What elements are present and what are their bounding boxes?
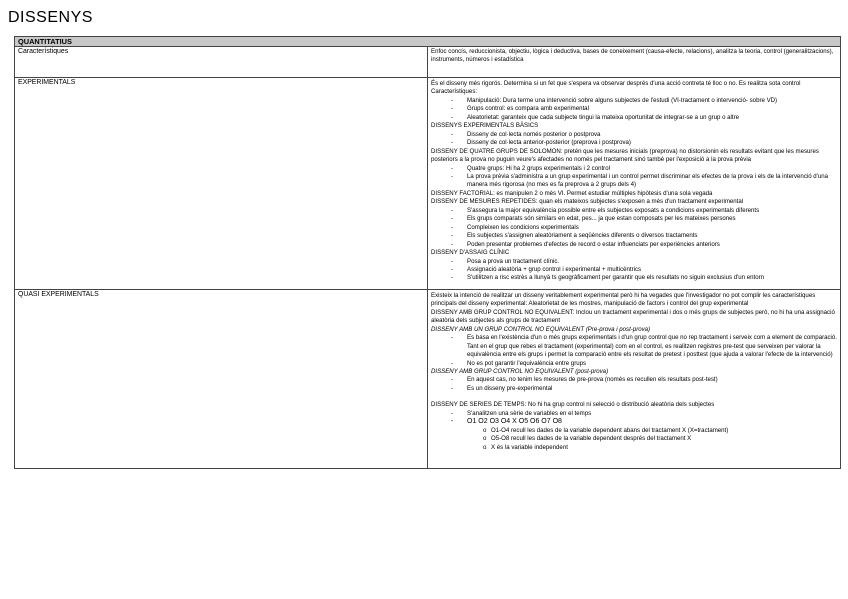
clinic-title: DISSENY D'ASSAIG CLÍNIC xyxy=(431,249,510,257)
noneq-title: DISSENY AMB GRUP CONTROL NO EQUIVALENT: xyxy=(431,308,575,316)
list-item: - Els subjectes s'assignen aleatòriament a seqüències diferents o diversos tractaments xyxy=(431,232,837,240)
designs-table xyxy=(14,36,841,469)
row-label-experimental: EXPERIMENTALS xyxy=(15,78,428,290)
list-item: - Poden presentar problemes d'efectes de record o estar influenciats per experiències anteriors xyxy=(431,241,837,249)
series-title: DISSENY DE SERIES DE TEMPS: xyxy=(431,401,527,409)
factorial-paragraph xyxy=(431,190,837,198)
repeated-title: DISSENY DE MESURES REPETIDES: xyxy=(431,198,538,206)
sub-list-item: o X és la variable independent xyxy=(431,444,837,452)
table-row-experimental xyxy=(15,78,841,290)
basic-designs-title: DISSENYS EXPERIMENTALS BÀSICS xyxy=(431,122,539,130)
factorial-title: DISSENY FACTORIAL: xyxy=(431,189,495,197)
series-paragraph xyxy=(431,401,837,409)
list-item: - Els grups comparats són similars en edat, pes... ja que estan composats per les mateixes persones xyxy=(431,215,837,223)
list-item: - Aleatorietat: garanteix que cada subjecte tingui la mateixa oportunitat de integrar-se a un grup o altre xyxy=(431,114,837,122)
list-item: - No es pot garantir l'equivalència entre grups xyxy=(431,360,837,368)
list-item: - Compleixen les condicions experimentals xyxy=(431,224,837,232)
noneq-paragraph xyxy=(431,309,837,326)
series-text: No hi ha grup control ni selecció o distribució aleatòria dels subjectes xyxy=(526,401,715,409)
list-item: - Posa a prova un tractament clínic. xyxy=(431,258,837,266)
list-item: - La prova prèvia s'administra a un grup experimental i un control permet discriminar els efectes de la prova i els de la intervenció d'una manera més rigorosa (no mes es fa preprova a 2 grups dels 4) xyxy=(431,173,837,190)
solomon-paragraph xyxy=(431,148,837,165)
list-item: - S'assegura la major equivalència possible entre els subjectes exposats a condicions experimentals diferents xyxy=(431,207,837,215)
factorial-text: es manipulen 2 o més VI. Permet estudiar múltiples hipòtesis d'una sola vegada xyxy=(494,189,713,197)
quasi-intro: Existeix la intenció de realitzar un disseny veritablement experimental però hi ha vegades que l'investigador no pot complir les característiques principals del disseny experimental: Aleatorietat de les mostres, manipulació de factors i control del grup experimental xyxy=(431,291,816,308)
characteristics-text: Enfoc concís, reduccionista, objectiu, lògica i deductiva, bases de coneixement (causa-efecte, relacions), analitza la teoria, control (generalitzacions), instruments, números i estadística xyxy=(431,48,834,64)
list-item: - Manipulació: Dura terme una intervenció sobre alguns subjectes de l'estudi (VI-tractament o intervenció- sobre VD) xyxy=(431,97,837,105)
page-title: DISSENYS xyxy=(8,9,93,26)
list-item: - O1 O2 O3 O4 X O5 O6 O7 O8 xyxy=(431,418,837,426)
list-item: - Disseny de col·lecta anterior-posterior (preprova i postprova) xyxy=(431,139,837,147)
solomon-text: pretén que les mesures inicials (preprova) no distorsionin els resultats evitant que les mesures posteriors a la prova no puguin veure's afectades no només pel tractament sinó també per l'exposició a la prova prèvia xyxy=(431,147,819,164)
list-item: - En aquest cas, no tenim les mesures de pre-prova (només es recullen els resultats post-test) xyxy=(431,376,837,384)
table-row-quasi xyxy=(15,289,841,468)
list-item: - Grups control: es compara amb experimental xyxy=(431,105,837,113)
table-row-characteristics xyxy=(15,47,841,78)
table-header-row xyxy=(15,37,841,47)
list-item: - Quatre grups: Hi ha 2 grups experimentals i 2 control xyxy=(431,165,837,173)
noneq-text: Inclou un tractament experimental i dos o més grups de subjectes però, no hi ha una assignació aleatòria dels subjectes als grups de tractament xyxy=(431,308,835,325)
repeated-paragraph xyxy=(431,198,837,206)
experimental-intro: És el disseny més rigorós. Determina si un fet que s'espera va observar després d'una acció contreta té lloc o no. Es realitza sota control xyxy=(431,80,801,87)
row-content-quasi xyxy=(428,289,841,468)
list-item: - S'analitzen una sèrie de variables en el temps xyxy=(431,410,837,418)
row-label-quasi: QUASI EXPERIMENTALS xyxy=(15,289,428,468)
row-label-characteristics: Característiques xyxy=(15,47,428,78)
row-content-experimental xyxy=(428,78,841,290)
row-content-characteristics xyxy=(428,47,841,78)
sub-list-item: o O1-O4 recull les dades de la variable dependent abans del tractament X (X=tractament) xyxy=(431,427,837,435)
list-item: - Es basa en l'existència d'un o més grups experimentals i d'un grup control que no rep tractament i serveix com a element de comparació. Tant en el grup que rebes el tractament (experimental) com en el control, es realitzen registres pre-test que serveixen per valorar la equivalència entre els grups i permet la comparació entre els resultat de pretest i posttest (que ajuda a valorar l'efecte de la intervenció) xyxy=(431,334,837,359)
list-item: - Assignació aleatòria + grup control i experimental + multicèntrics xyxy=(431,266,837,274)
post-title: DISSENY AMB GRUP CONTROL NO EQUIVALENT (post-prova) xyxy=(431,367,609,375)
solomon-title: DISSENY DE QUATRE GRUPS DE SOLOMON: xyxy=(431,147,563,155)
repeated-text: quan els mateixos subjectes s'exposen a més d'un tractament experimental xyxy=(537,198,744,206)
list-item: - S'utilitzen a risc estrès a llunyà ts geogràficament per garantir que els resultats no siguin exclusius d'un entorn xyxy=(431,274,837,282)
quantitative-header: QUANTITATIUS xyxy=(15,37,841,47)
list-item: - Es un disseny pre-experimental xyxy=(431,385,837,393)
sub-list-item: o O5-O8 recull les dades de la variable dependent després del tractament X xyxy=(431,435,837,443)
pre-post-title: DISSENY AMB UN GRUP CONTROL NO EQUIVALENT (Pre-prova i post-prova) xyxy=(431,325,651,333)
characteristics-title: Característiques: xyxy=(431,88,478,96)
list-item: - Disseny de col·lecta només posterior o postprova xyxy=(431,131,837,139)
spacer xyxy=(431,393,837,401)
